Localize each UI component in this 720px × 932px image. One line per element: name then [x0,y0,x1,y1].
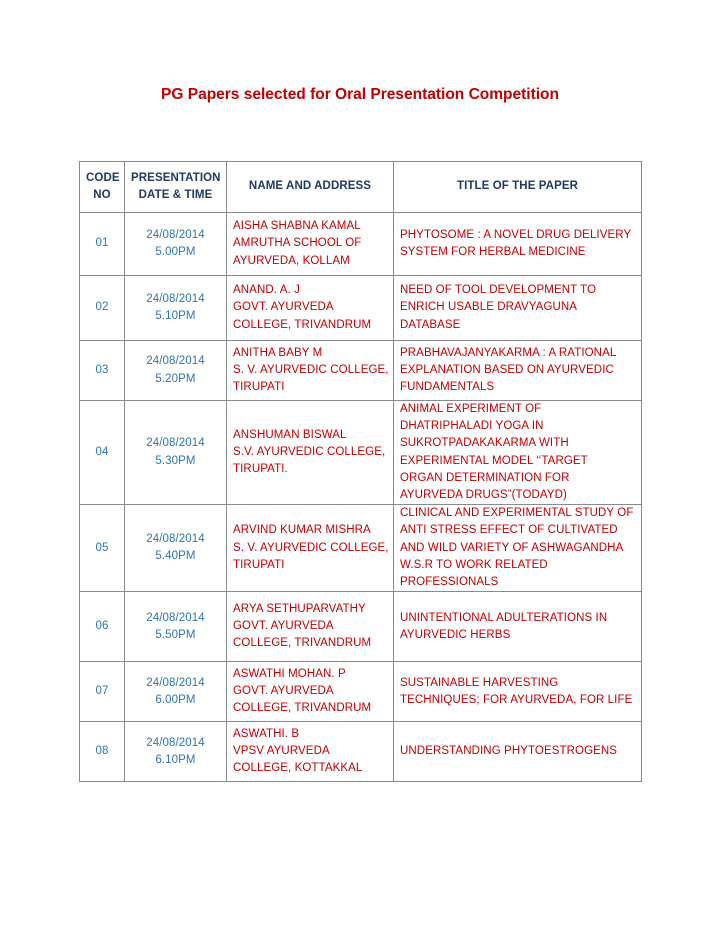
cell-name-address [227,276,394,341]
cell-name-address [227,341,394,401]
cell-date-time [125,722,227,782]
name-address-line: AISHA SHABNA KAMAL [233,220,361,233]
name-address-line: AYURVEDA, KOLLAM [233,254,350,267]
paper-title-line: ANTI STRESS EFFECT OF CULTIVATED [400,524,618,537]
table-header-row [80,162,642,213]
paper-title-line: ANIMAL EXPERIMENT OF [400,403,542,415]
presentation-time: 5.00PM [155,246,196,258]
name-address-line: COLLEGE, KOTTAKKAL [233,762,363,775]
presentation-date: 24/08/2014 [146,736,205,749]
paper-title-line: AYURVEDA DRUGS”(TODAYD) [400,489,567,502]
cell-code: 07 [80,662,125,722]
header-code-line1: CODE [86,171,120,184]
table-row [80,505,642,592]
papers-table [79,161,642,782]
cell-date-time [125,662,227,722]
cell-paper-title [394,722,642,782]
name-address-line: GOVT. AYURVEDA [233,301,334,314]
cell-code: 04 [80,401,125,505]
header-name-address: NAME AND ADDRESS [227,162,394,213]
paper-title-line: DATABASE [400,318,461,331]
paper-title-line: UNDERSTANDING PHYTOESTROGENS [400,745,618,758]
cell-name-address [227,213,394,276]
presentation-time: 5.50PM [155,628,196,641]
presentation-date: 24/08/2014 [146,292,205,305]
paper-title-line: CLINICAL AND EXPERIMENTAL STUDY OF [400,507,634,520]
cell-code: 03 [80,341,125,401]
presentation-time: 6.10PM [155,753,196,766]
table-row [80,341,642,401]
name-address-line: ANAND. A. J [233,284,300,297]
name-address-line: COLLEGE, TRIVANDRUM [233,318,372,331]
cell-date-time [125,505,227,592]
header-presentation-date [125,162,227,213]
presentation-date: 24/08/2014 [146,228,205,241]
cell-paper-title [394,662,642,722]
presentation-time: 5.30PM [155,454,196,467]
cell-code: 02 [80,276,125,341]
header-date-line1: PRESENTATION [131,171,221,184]
table-row [80,592,642,662]
presentation-date: 24/08/2014 [146,355,205,368]
name-address-line: S.V. AYURVEDIC COLLEGE, [233,446,386,458]
cell-date-time [125,276,227,341]
paper-title-line: DHATRIPHALADI YOGA IN [400,420,544,433]
paper-title-line: NEED OF TOOL DEVELOPMENT TO [400,284,597,297]
cell-paper-title [394,505,642,592]
presentation-time: 5.20PM [155,372,196,385]
name-address-line: ASWATHI MOHAN. P [233,667,346,680]
cell-date-time [125,401,227,505]
cell-code: 08 [80,722,125,782]
header-paper-title: TITLE OF THE PAPER [394,162,642,213]
name-address-line: TIRUPATI [233,381,285,394]
paper-title-line: SUSTAINABLE HARVESTING [400,676,559,689]
presentation-time: 6.00PM [155,693,196,706]
presentation-time: 5.40PM [155,550,196,563]
paper-title-line: PROFESSIONALS [400,576,499,589]
paper-title-line: PRABHAVAJANYAKARMA : A RATIONAL [400,346,617,359]
name-address-line: ASWATHI. B [233,727,300,740]
name-address-line: ARVIND KUMAR MISHRA [233,524,371,537]
table-row [80,213,642,276]
paper-title-line: PHYTOSOME : A NOVEL DRUG DELIVERY [400,228,632,241]
cell-name-address [227,592,394,662]
name-address-line: TIRUPATI. [233,463,288,476]
cell-name-address [227,662,394,722]
cell-date-time [125,213,227,276]
paper-title-line: ORGAN DETERMINATION FOR [400,471,570,484]
name-address-line: ARYA SETHUPARVATHY [233,602,366,615]
name-address-line: ANITHA BABY M [233,346,323,359]
paper-title-line: EXPERIMENTAL MODEL ‘‘TARGET [400,454,588,467]
cell-paper-title [394,401,642,505]
cell-code: 05 [80,505,125,592]
name-address-line: S. V. AYURVEDIC COLLEGE, [233,363,389,376]
cell-name-address [227,401,394,505]
name-address-line: TIRUPATI [233,558,285,571]
presentation-date: 24/08/2014 [146,676,205,689]
cell-date-time [125,592,227,662]
table-row [80,276,642,341]
cell-code: 06 [80,592,125,662]
paper-title-line: AYURVEDIC HERBS [400,628,511,641]
header-date-line2: DATE & TIME [138,189,213,201]
name-address-line: COLLEGE, TRIVANDRUM [233,637,372,650]
name-address-line: VPSV AYURVEDA [233,745,330,758]
paper-title-line: UNINTENTIONAL ADULTERATIONS IN [400,611,608,624]
name-address-line: COLLEGE, TRIVANDRUM [233,702,372,715]
table-row [80,401,642,505]
paper-title-line: ENRICH USABLE DRAVYAGUNA [400,301,578,314]
presentation-time: 5.10PM [155,310,196,322]
paper-title-line: SYSTEM FOR HERBAL MEDICINE [400,246,586,258]
presentation-date: 24/08/2014 [146,533,205,546]
page-title: PG Papers selected for Oral Presentation Competition [161,86,559,103]
paper-title-line: TECHNIQUES; FOR AYURVEDA, FOR LIFE [400,693,633,706]
table-row [80,662,642,722]
header-code-line2: NO [93,189,111,201]
cell-paper-title [394,592,642,662]
cell-paper-title [394,276,642,341]
paper-title-line: SUKROTPADAKAKARMA WITH [400,437,569,450]
name-address-line: AMRUTHA SCHOOL OF [233,237,362,250]
name-address-line: GOVT. AYURVEDA [233,620,334,633]
presentation-date: 24/08/2014 [146,437,205,450]
presentation-date: 24/08/2014 [146,611,205,624]
name-address-line: ANSHUMAN BISWAL [233,428,347,441]
cell-paper-title [394,341,642,401]
paper-title-line: EXPLANATION BASED ON AYURVEDIC [400,363,614,376]
header-code-no [80,162,125,213]
table-row [80,722,642,782]
cell-paper-title [394,213,642,276]
paper-title-line: FUNDAMENTALS [400,381,495,394]
paper-title-line: AND WILD VARIETY OF ASHWAGANDHA [400,541,624,554]
cell-name-address [227,505,394,592]
paper-title-line: W.S.R TO WORK RELATED [400,558,548,571]
name-address-line: GOVT. AYURVEDA [233,685,334,698]
name-address-line: S. V. AYURVEDIC COLLEGE, [233,541,389,554]
cell-code: 01 [80,213,125,276]
cell-date-time [125,341,227,401]
cell-name-address [227,722,394,782]
